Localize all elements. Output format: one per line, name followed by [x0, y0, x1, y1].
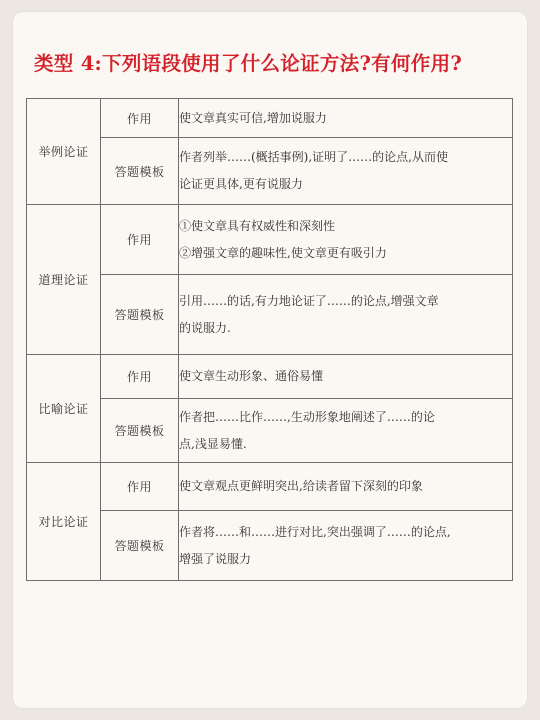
question-heading: 类型 4:下列语段使用了什么论证方法?有何作用? [34, 52, 463, 75]
template-line: 作者将……和……进行对比,突出强调了……的论点, [179, 524, 451, 539]
effect-line: 使文章生动形象、通俗易懂 [179, 369, 324, 383]
template-line: 论证更具体,更有说服力 [179, 177, 303, 191]
template-label: 答题模板 [101, 399, 179, 463]
method-cell: 道理论证 [27, 205, 101, 355]
template-label: 答题模板 [101, 275, 179, 355]
template-label: 答题模板 [101, 138, 179, 205]
method-cell: 比喻论证 [27, 355, 101, 463]
effect-line: 使文章观点更鲜明突出,给读者留下深刻的印象 [179, 479, 423, 493]
effect-label: 作用 [101, 463, 179, 511]
effect-label: 作用 [101, 205, 179, 275]
method-cell: 对比论证 [27, 463, 101, 581]
method-cell: 举例论证 [27, 99, 101, 205]
table-row [27, 463, 513, 511]
effect-text [179, 463, 513, 511]
template-label: 答题模板 [101, 511, 179, 581]
effect-label: 作用 [101, 355, 179, 399]
template-line: 增强了说服力 [179, 551, 252, 566]
argument-methods-table [26, 98, 513, 581]
table-row [27, 99, 513, 138]
table-row [27, 355, 513, 399]
effect-text [179, 355, 513, 399]
template-line: 作者列举……(概括事例),证明了……的论点,从而使 [179, 150, 448, 164]
template-line: 引用……的话,有力地论证了……的论点,增强文章 [179, 293, 439, 308]
effect-line: 使文章真实可信,增加说服力 [179, 110, 327, 125]
effect-label: 作用 [101, 99, 179, 138]
effect-text [179, 205, 513, 275]
template-text [179, 511, 513, 581]
template-line: 点,浅显易懂. [179, 436, 247, 451]
template-line: 的说服力. [179, 320, 231, 335]
template-text [179, 399, 513, 463]
template-text [179, 138, 513, 205]
effect-text [179, 99, 513, 138]
table-row [27, 205, 513, 275]
template-text [179, 275, 513, 355]
effect-line: ②增强文章的趣味性,使文章更有吸引力 [179, 245, 387, 260]
effect-line: ①使文章具有权威性和深刻性 [179, 218, 336, 233]
template-line: 作者把……比作……,生动形象地阐述了……的论 [179, 409, 435, 424]
